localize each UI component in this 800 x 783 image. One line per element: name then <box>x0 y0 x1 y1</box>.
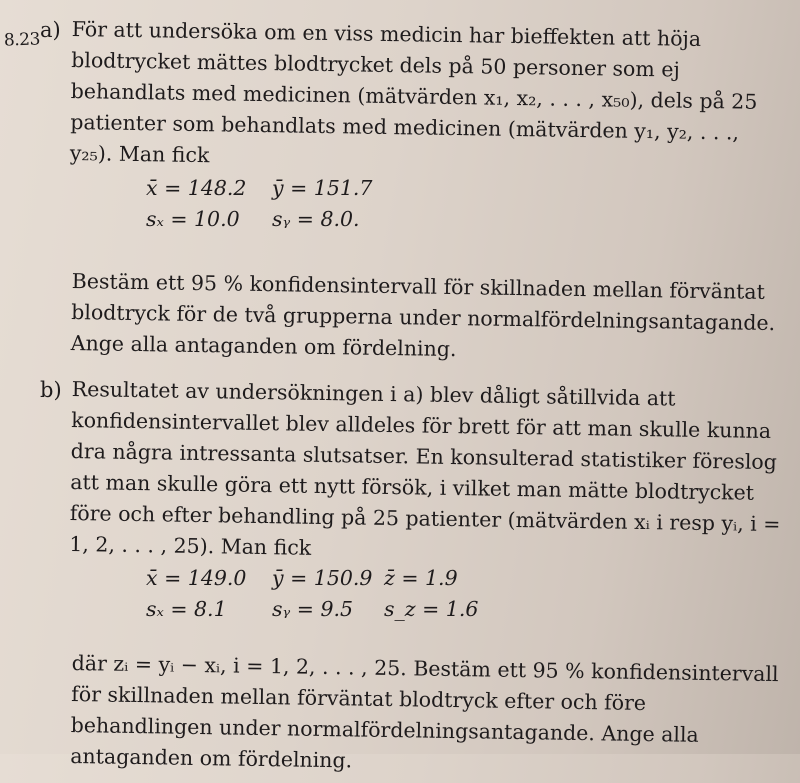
part-b-sd-y: sᵧ = 9.5 <box>272 596 354 621</box>
part-b-label: b) <box>40 378 62 402</box>
part-b-means-row <box>146 562 478 593</box>
part-a-question-text: Bestäm ett 95 % konfidensintervall för skillnaden mellan förväntat blodtryck för de två grupperna under normalfördelningsantagande. Ange alla antaganden om fördelning. <box>70 268 776 362</box>
exercise-number: 8.23 <box>3 29 41 51</box>
part-a-label: a) <box>40 18 61 42</box>
part-a-sd-row <box>146 203 384 234</box>
part-b-sd-x: sₓ = 8.1 <box>146 596 227 621</box>
part-a-sd-x: sₓ = 10.0 <box>146 206 240 231</box>
part-b-sd-row <box>146 593 478 624</box>
part-a-question <box>71 266 784 370</box>
part-b-intro <box>69 374 790 571</box>
part-a-intro <box>70 14 784 180</box>
part-b-statistics <box>146 562 478 624</box>
part-b-question-text: där zᵢ = yᵢ − xᵢ, i = 1, 2, . . . , 25. Bestäm ett 95 % konfidensintervall för skillnaden mellan förväntat blodtryck efter och före behandlingen under normalfördelningsantagande. Ange alla antaganden om fördelning. <box>70 650 779 773</box>
part-a-statistics <box>146 172 384 234</box>
part-b-mean-x: x̄ = 149.0 <box>146 565 247 590</box>
part-b-intro-text: Resultatet av undersökningen i a) blev dåligt såtillvida att konfidensintervallet blev alldeles för brett för att man skulle kunna dra några intressanta slutsatser. En konsulterad statistiker föreslog att man skulle göra ett nytt försök, i vilket man mätte blodtrycket före och efter behandling på 25 patienter (mätvärden xᵢ i resp yᵢ, i = 1, 2, . . . , 25). Man fick <box>69 376 781 560</box>
part-b-sd-z: s_z = 1.6 <box>384 596 479 621</box>
part-a-means-row <box>146 172 384 203</box>
part-a-intro-text: För att undersöka om en viss medicin har bieffekten att höja blodtrycket mättes blodtrycket dels på 50 personer som ej behandlats med medicinen (mätvärden x₁, x₂, . . . , x₅₀), dels på 25 patienter som behandlats med medicinen (mätvärden y₁, y₂, . . ., y₂₅). Man fick <box>69 16 758 168</box>
part-b-question <box>70 648 790 783</box>
part-a-mean-y: ȳ = 151.7 <box>272 175 373 200</box>
part-a-sd-y: sᵧ = 8.0. <box>272 206 360 231</box>
part-a-mean-x: x̄ = 148.2 <box>146 175 247 200</box>
part-b-mean-z: z̄ = 1.9 <box>384 565 458 590</box>
part-b-mean-y: ȳ = 150.9 <box>272 565 373 590</box>
